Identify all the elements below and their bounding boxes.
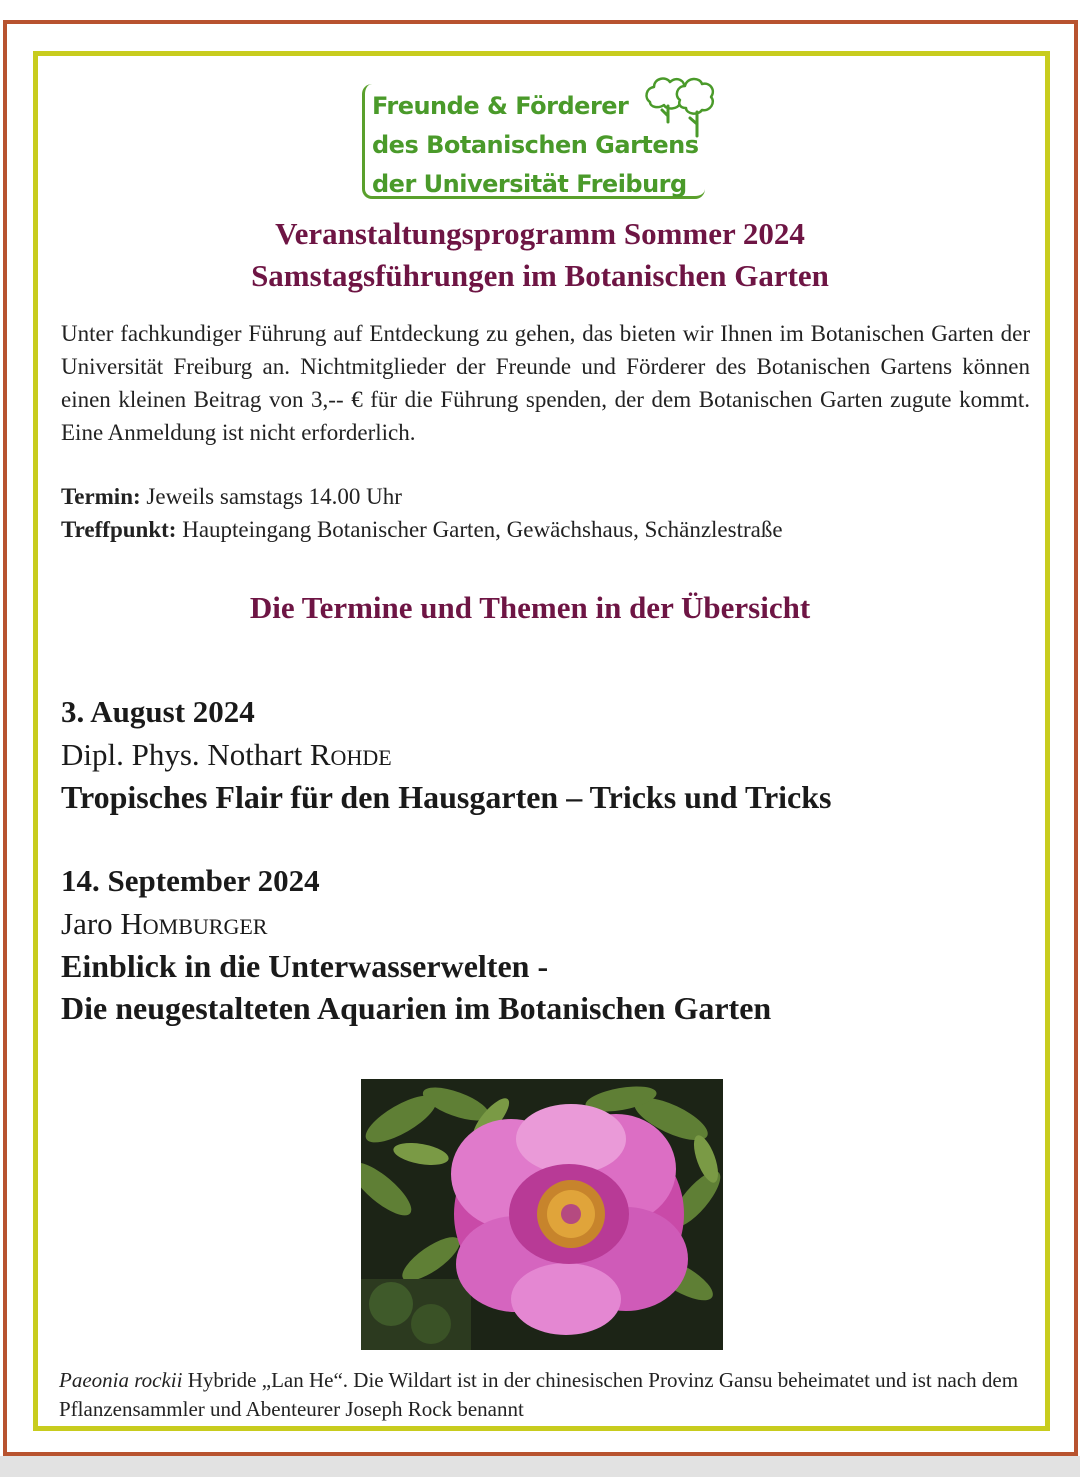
peony-image — [361, 1079, 723, 1350]
speaker-surname: Rohde — [309, 737, 392, 772]
treffpunkt-value: Haupteingang Botanischer Garten, Gewächshaus, Schänzlestraße — [176, 517, 783, 542]
speaker-name: Jaro — [61, 906, 121, 941]
caption-species: Paeonia rockii — [59, 1368, 183, 1392]
page-title: Veranstaltungsprogramm Sommer 2024 — [275, 216, 805, 251]
logo-line-2: des Botanischen Gartens — [372, 131, 699, 159]
trees-icon — [642, 72, 722, 148]
logo-line-3: der Universität Freiburg — [372, 170, 687, 198]
intro-paragraph: Unter fachkundiger Führung auf Entdeckung zu gehen, das bieten wir Ihnen im Botanischen Garten der Universität Freiburg an. Nichtmitglieder der Freunde und Förderer des Botanischen Gartens können einen kleinen Beitrag von 3,-- € für die Führung spenden, der dem Botanischen Garten zugute kommt. Eine Anmeldung ist nicht erforderlich. — [61, 321, 1030, 445]
event-topic: Tropisches Flair für den Hausgarten – Tricks und Tricks — [61, 779, 832, 815]
bottom-strip — [0, 1456, 1080, 1477]
overview-heading: Die Termine und Themen in der Übersicht — [249, 590, 811, 625]
event-date: 3. August 2024 — [61, 694, 255, 729]
peony-photo — [361, 1079, 723, 1350]
caption-text: Hybride „Lan He“. Die Wildart ist in der chinesischen Provinz Gansu beheimatet und ist nach dem Pflanzensammler und Abenteurer Joseph Rock benannt — [59, 1368, 1019, 1421]
friends-logo — [360, 84, 720, 202]
event-speaker — [61, 906, 267, 942]
speaker-name: Dipl. Phys. Nothart — [61, 737, 310, 772]
event-topic-line-2: Die neugestalteten Aquarien im Botanischen Garten — [61, 990, 772, 1026]
event-date: 14. September 2024 — [61, 863, 320, 898]
speaker-surname: Homburger — [120, 906, 268, 941]
termin-line — [61, 484, 402, 510]
termin-value: Jeweils samstags 14.00 Uhr — [140, 484, 402, 509]
logo-line-1: Freunde & Förderer — [372, 92, 629, 120]
event-speaker — [61, 737, 392, 773]
treffpunkt-label: Treffpunkt: — [61, 517, 177, 542]
termin-label: Termin: — [61, 484, 141, 509]
page-subtitle: Samstagsführungen im Botanischen Garten — [251, 258, 829, 293]
photo-caption — [59, 1366, 1029, 1424]
event-topic: Einblick in die Unterwasserwelten - — [61, 948, 549, 984]
treffpunkt-line — [61, 517, 783, 543]
